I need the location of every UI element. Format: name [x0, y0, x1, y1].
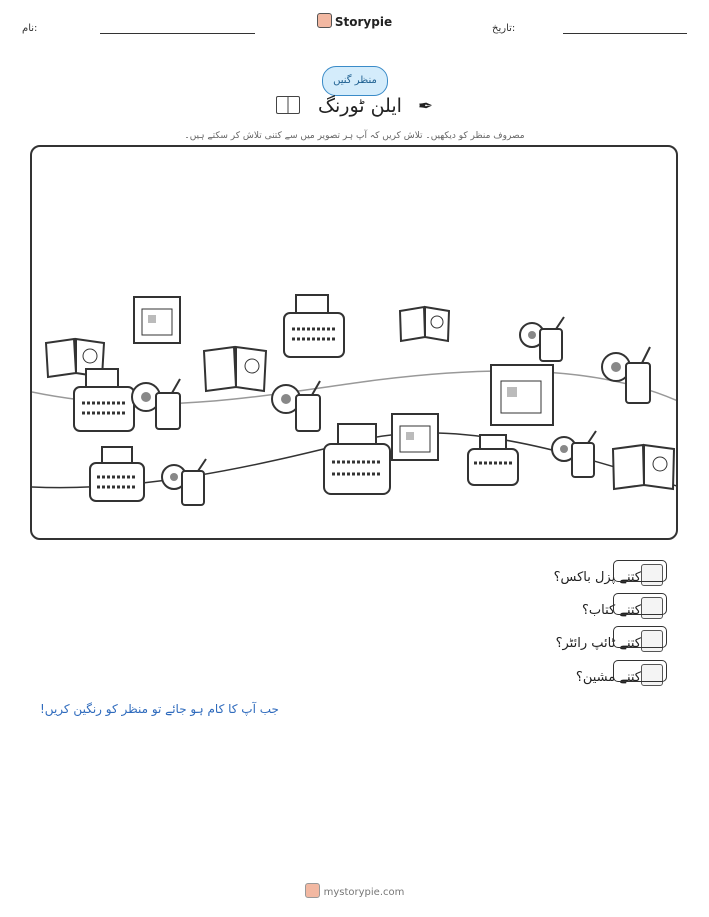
- question-text: کتنے پزل باکس؟: [553, 570, 641, 585]
- busy-scene: [30, 145, 678, 540]
- question-text: کتنے مشین؟: [575, 670, 641, 685]
- scene-illustration: [32, 147, 678, 540]
- storypie-icon: [317, 13, 332, 28]
- question-text: کتنے ٹائپ رائٹر؟: [555, 636, 641, 651]
- machine-icon: [132, 379, 180, 429]
- page-title: [0, 95, 709, 117]
- answer-box-machines[interactable]: [613, 660, 667, 682]
- brand-name: Storypie: [334, 15, 393, 29]
- coloring-note: جب آپ کا کام ہو جائے تو منظر کو رنگین کریں!: [40, 702, 279, 716]
- puzzle-box-icon: [491, 365, 553, 425]
- machine-icon: [162, 459, 206, 505]
- date-line[interactable]: [563, 33, 687, 34]
- question-text: کتنے کتاب؟: [582, 603, 641, 618]
- date-label: تاریخ:: [492, 23, 516, 34]
- typewriter-icon: [90, 447, 144, 501]
- category-badge: منظر گنیں: [322, 66, 388, 96]
- instructions: مصروف منظر کو دیکھیں۔ تلاش کریں کہ آپ ہر تصویر میں سے کتنی تلاش کر سکتے ہیں۔: [184, 131, 525, 141]
- puzzle-box-icon: [134, 297, 180, 343]
- typewriter-icon: [74, 369, 134, 431]
- book-icon: [204, 347, 266, 391]
- book-icon: [400, 307, 449, 341]
- machine-icon: [552, 431, 596, 477]
- answer-box-puzzle-boxes[interactable]: [613, 560, 667, 582]
- book-icon: [613, 445, 674, 489]
- name-label: نام:: [22, 23, 38, 34]
- brand-logo: [0, 13, 709, 29]
- answer-box-books[interactable]: [613, 593, 667, 615]
- machine-icon: [602, 347, 650, 403]
- machine-icon: [520, 317, 564, 361]
- footer-link[interactable]: mystorypie.com: [323, 887, 405, 898]
- answer-box-typewriters[interactable]: [613, 626, 667, 648]
- title-text: ایلن ٹورنگ: [317, 95, 402, 117]
- puzzle-box-icon: [392, 414, 438, 460]
- name-line[interactable]: [100, 33, 255, 34]
- typewriter-icon: [468, 435, 518, 485]
- storypie-icon: [305, 883, 320, 898]
- quill-icon: ✒: [417, 96, 434, 117]
- typewriter-icon: [284, 295, 344, 357]
- book-icon: [276, 96, 300, 114]
- footer: [0, 883, 709, 898]
- typewriter-icon: [324, 424, 390, 494]
